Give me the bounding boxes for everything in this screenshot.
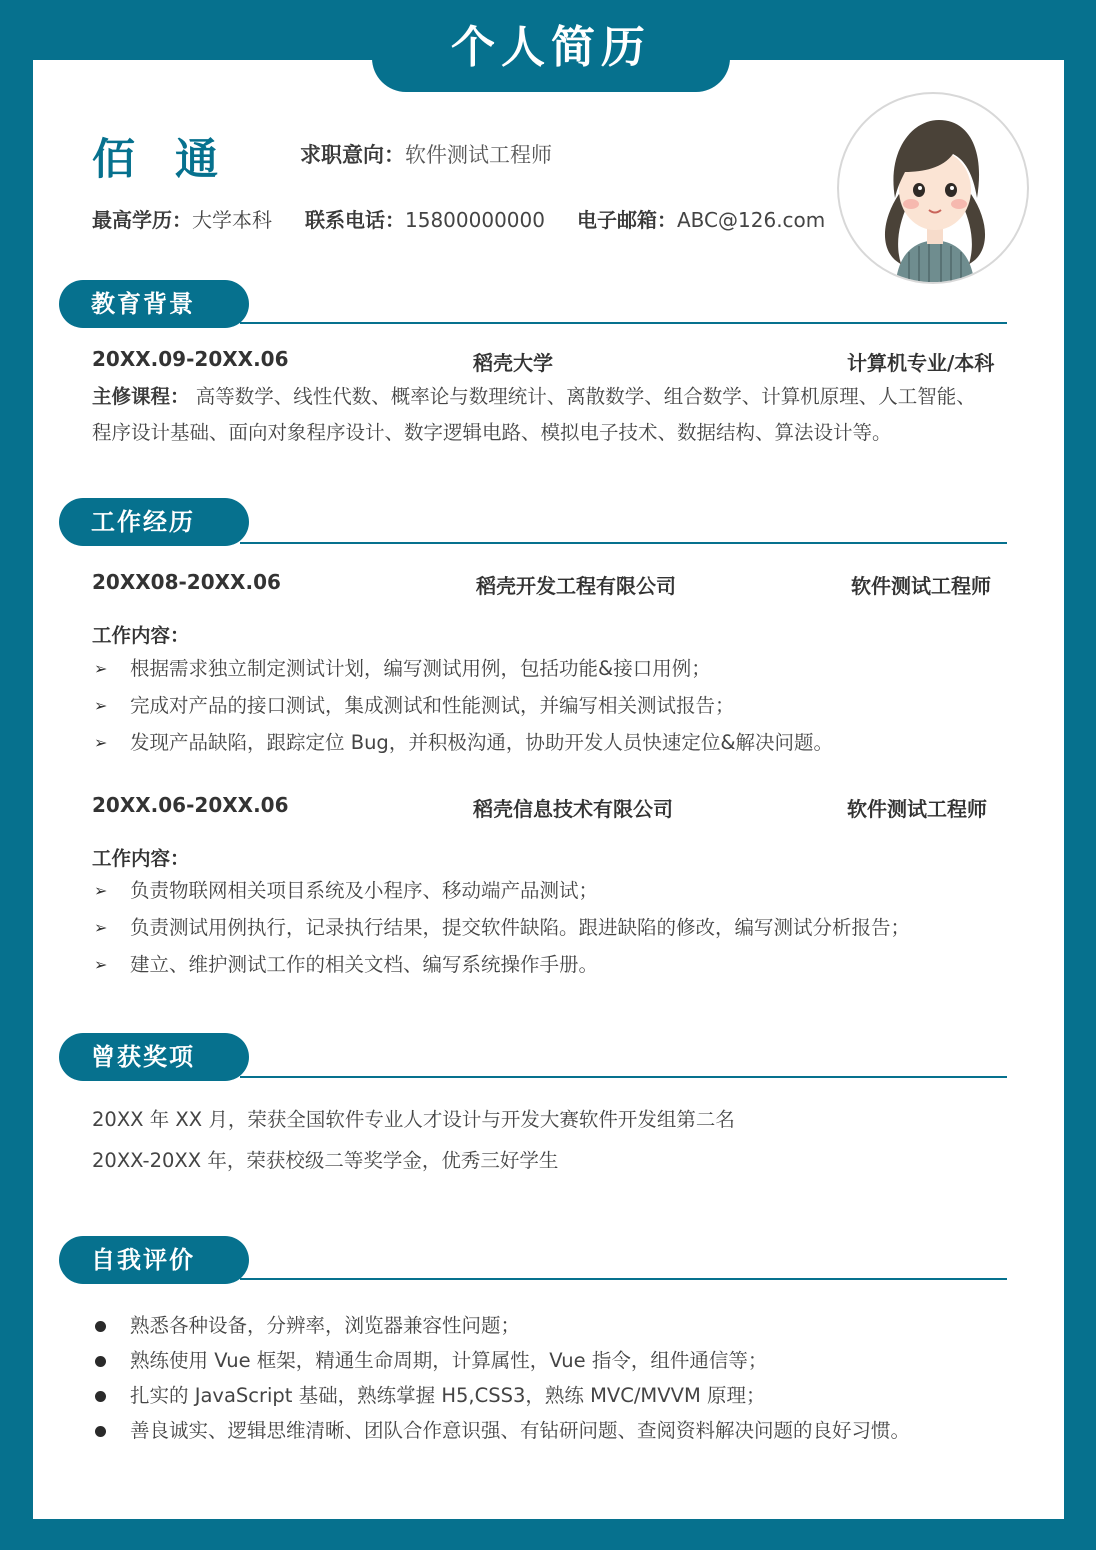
- job-role: 软件测试工程师: [851, 574, 991, 598]
- dot-bullet-icon: [95, 1321, 106, 1332]
- resume-title: 个人简历: [372, 0, 730, 92]
- arrow-bullet-icon: ➢: [94, 918, 108, 937]
- email-value: ABC@126.com: [677, 208, 826, 232]
- education-period: 20XX.09-20XX.06: [92, 347, 289, 371]
- awards-divider: [240, 1076, 1007, 1078]
- phone-label: 联系电话：: [305, 208, 405, 232]
- avatar-icon: [837, 92, 1029, 284]
- arrow-bullet-icon: ➢: [94, 733, 108, 752]
- dot-bullet-icon: [95, 1426, 106, 1437]
- candidate-name: 佰通: [92, 135, 258, 185]
- phone-value: 15800000000: [405, 208, 545, 232]
- award-item: 20XX 年 XX 月，荣获全国软件专业人才设计与开发大赛软件开发组第二名: [92, 1108, 735, 1131]
- list-item: 熟练使用 Vue 框架，精通生命周期，计算属性，Vue 指令，组件通信等；: [92, 1343, 1012, 1378]
- job-duties-1: [92, 650, 1012, 761]
- job-content-label: 工作内容：: [92, 847, 190, 870]
- dot-bullet-icon: [95, 1391, 106, 1402]
- education-school: 稻壳大学: [473, 351, 553, 375]
- work-divider: [240, 542, 1007, 544]
- arrow-bullet-icon: ➢: [94, 881, 108, 900]
- award-item: 20XX-20XX 年，荣获校级二等奖学金，优秀三好学生: [92, 1149, 559, 1172]
- courses-label: 主修课程：: [92, 385, 190, 408]
- job-period: 20XX08-20XX.06: [92, 570, 281, 594]
- arrow-bullet-icon: ➢: [94, 696, 108, 715]
- list-item: ➢ 负责测试用例执行，记录执行结果，提交软件缺陷。跟进缺陷的修改，编写测试分析报告；: [92, 909, 1012, 946]
- courses-line-1: 高等数学、线性代数、概率论与数理统计、离散数学、组合数学、计算机原理、人工智能、: [195, 385, 976, 408]
- job-intent-value: 软件测试工程师: [405, 143, 552, 167]
- arrow-bullet-icon: ➢: [94, 955, 108, 974]
- education-major: 计算机专业/本科: [847, 351, 995, 375]
- list-item: ➢ 发现产品缺陷，跟踪定位 Bug，并积极沟通，协助开发人员快速定位&解决问题。: [92, 724, 1012, 761]
- job-company: 稻壳信息技术有限公司: [473, 797, 673, 821]
- list-item: 扎实的 JavaScript 基础，熟练掌握 H5,CSS3，熟练 MVC/MVVM 原理；: [92, 1378, 1012, 1413]
- education-level: [92, 204, 272, 233]
- list-item: ➢ 完成对产品的接口测试，集成测试和性能测试，并编写相关测试报告；: [92, 687, 1012, 724]
- courses-line-2: 程序设计基础、面向对象程序设计、数字逻辑电路、模拟电子技术、数据结构、算法设计等。: [92, 421, 892, 444]
- list-item: ➢ 负责物联网相关项目系统及小程序、移动端产品测试；: [92, 872, 1012, 909]
- arrow-bullet-icon: ➢: [94, 659, 108, 678]
- job-duties-2: [92, 872, 1012, 983]
- self-eval-heading: 自我评价: [59, 1236, 249, 1284]
- education-divider: [240, 322, 1007, 324]
- work-heading: 工作经历: [59, 498, 249, 546]
- self-eval-list: [92, 1308, 1012, 1448]
- education-courses: [92, 379, 1012, 451]
- self-eval-divider: [240, 1278, 1007, 1280]
- job-intent-label: 求职意向：: [300, 143, 405, 167]
- email-label: 电子邮箱：: [577, 208, 677, 232]
- job-role: 软件测试工程师: [847, 797, 987, 821]
- list-item: 善良诚实、逻辑思维清晰、团队合作意识强、有钻研问题、查阅资料解决问题的良好习惯。: [92, 1413, 1012, 1448]
- job-content-label: 工作内容：: [92, 624, 190, 647]
- list-item: 熟悉各种设备，分辨率，浏览器兼容性问题；: [92, 1308, 1012, 1343]
- education-level-value: 大学本科: [192, 208, 272, 232]
- email: [577, 204, 825, 233]
- awards-heading: 曾获奖项: [59, 1033, 249, 1081]
- job-company: 稻壳开发工程有限公司: [476, 574, 676, 598]
- phone: [305, 204, 545, 233]
- dot-bullet-icon: [95, 1356, 106, 1367]
- education-level-label: 最高学历：: [92, 208, 192, 232]
- list-item: ➢ 建立、维护测试工作的相关文档、编写系统操作手册。: [92, 946, 1012, 983]
- list-item: ➢ 根据需求独立制定测试计划，编写测试用例，包括功能&接口用例；: [92, 650, 1012, 687]
- education-heading: 教育背景: [59, 280, 249, 328]
- job-intent: [300, 139, 552, 169]
- job-period: 20XX.06-20XX.06: [92, 793, 289, 817]
